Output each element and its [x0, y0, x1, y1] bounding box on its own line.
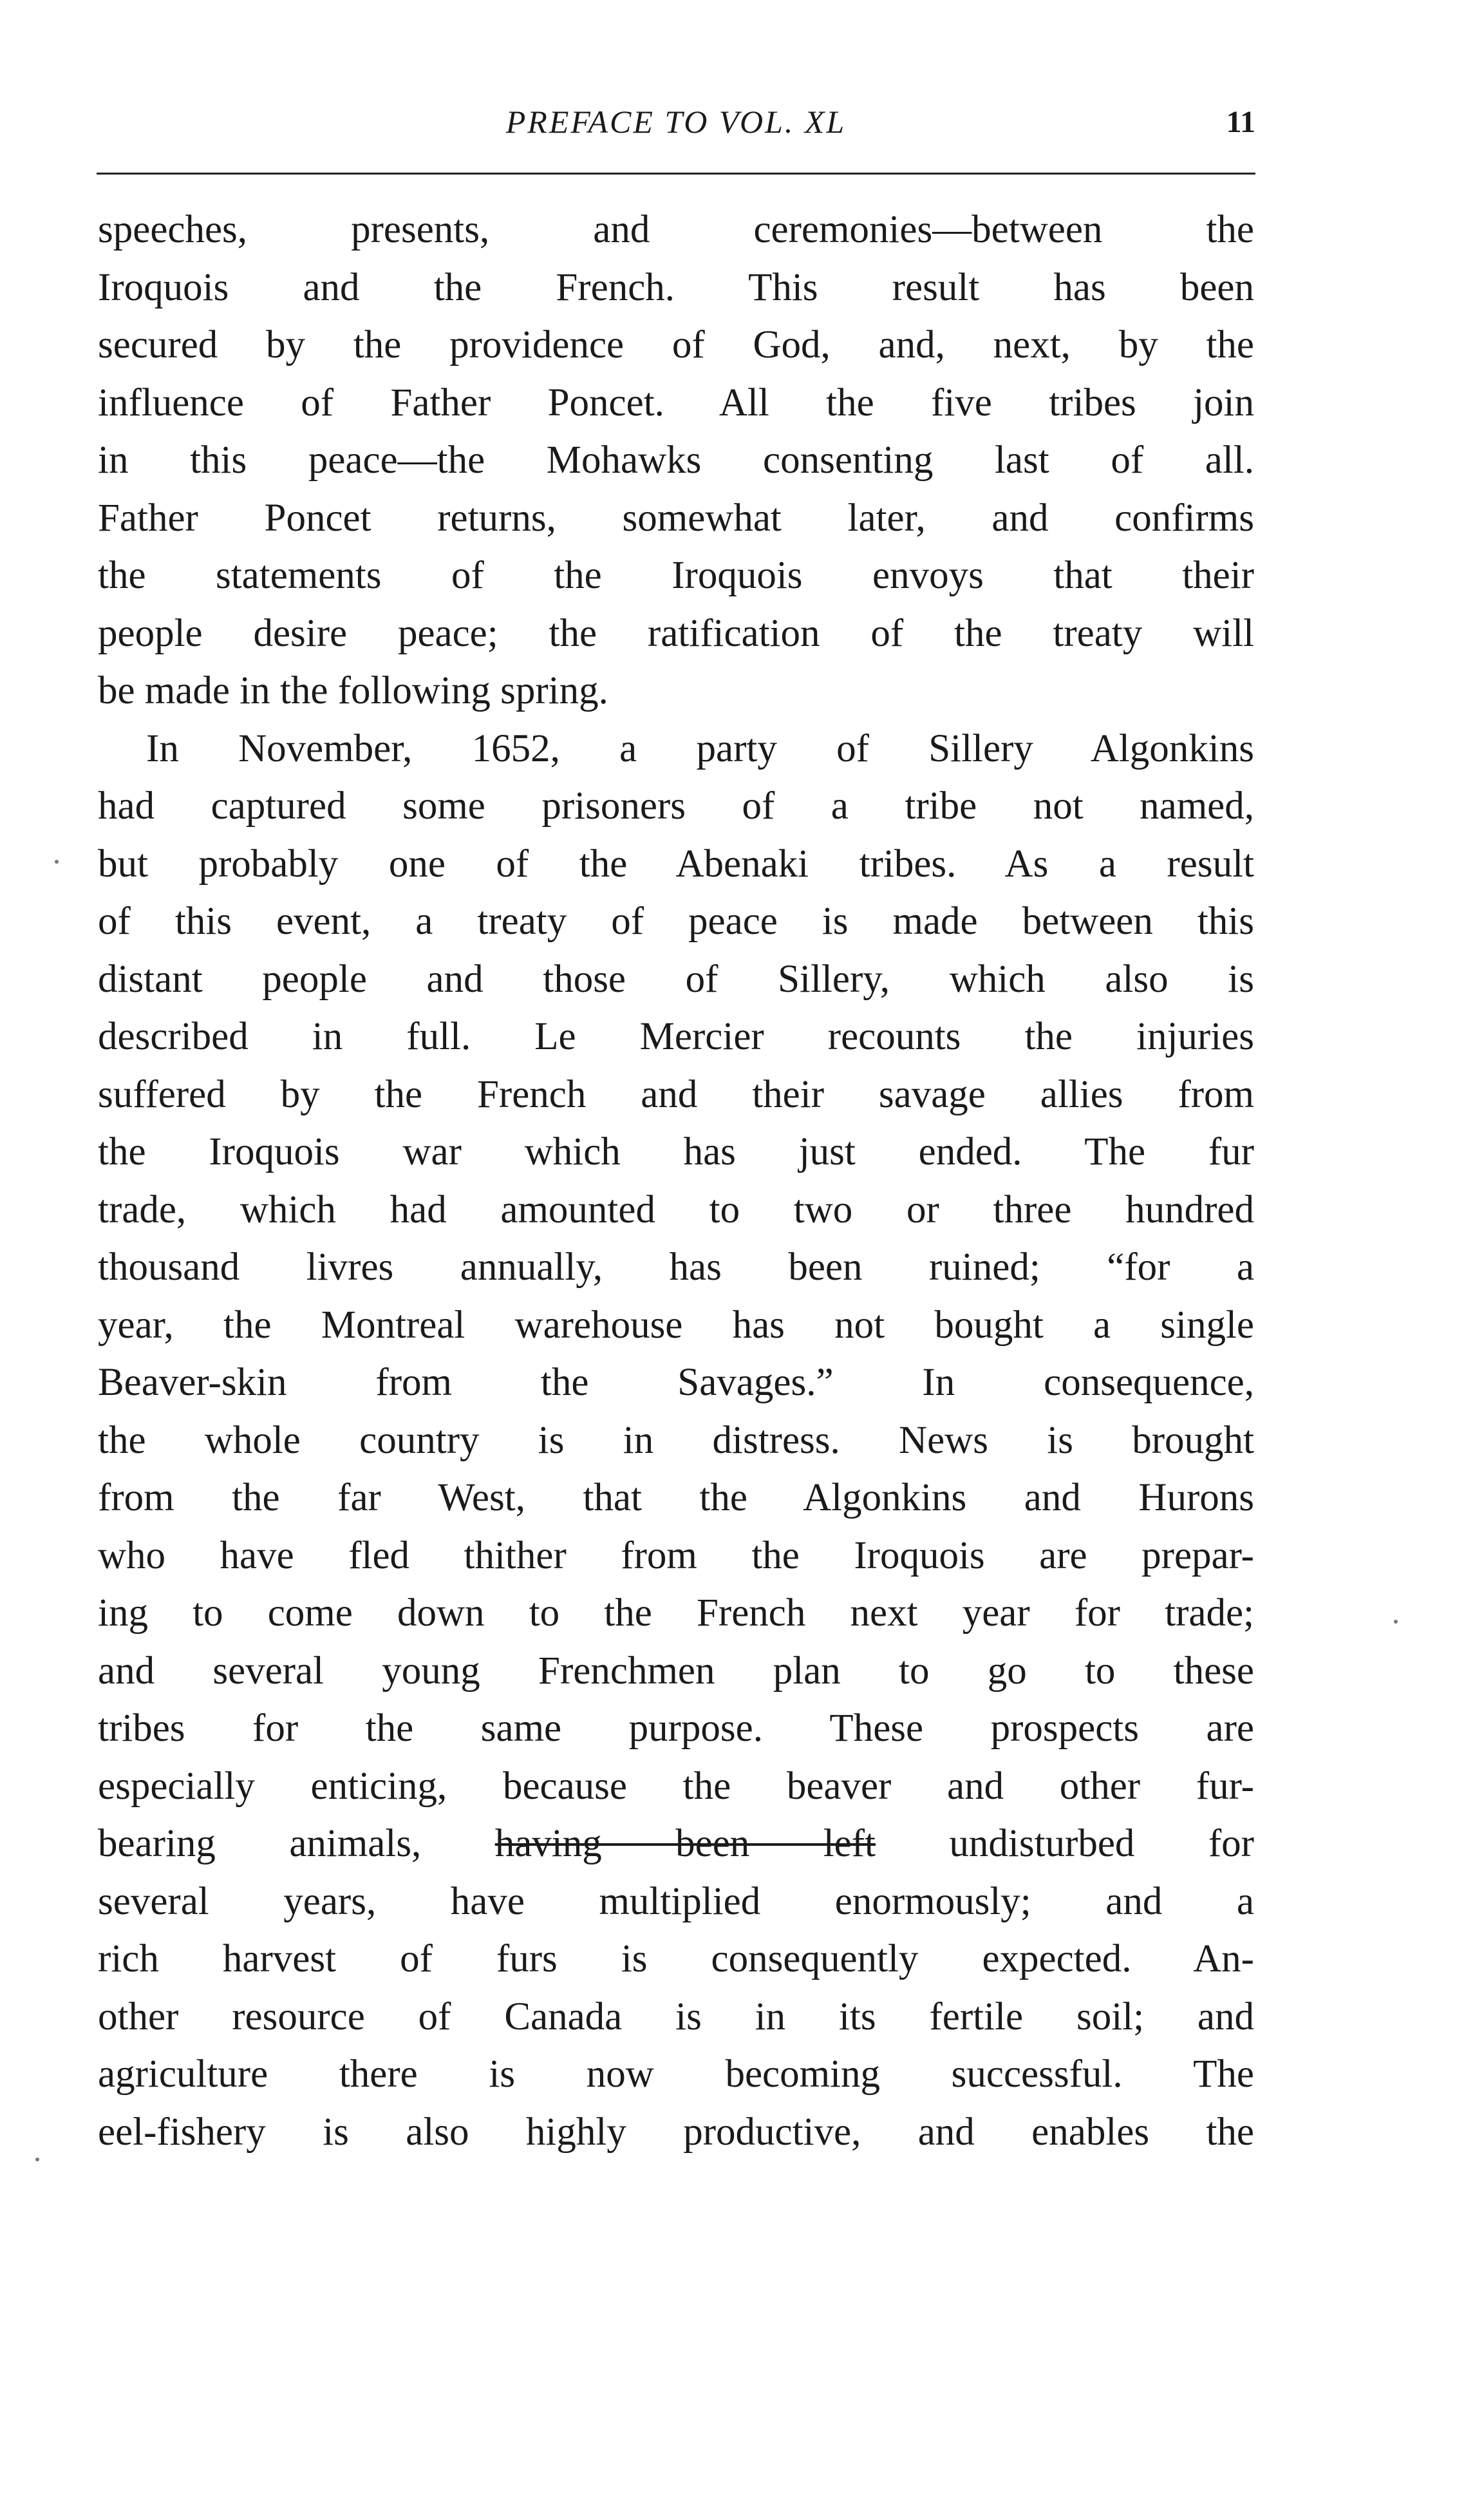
paper-speck [1394, 1620, 1398, 1624]
text-line: agriculture there is now becoming successful. The [98, 2053, 1254, 2096]
paper-speck [35, 2158, 39, 2161]
paragraph-last-line: be made in the following spring. [98, 669, 608, 712]
text-line: especially enticing, because the beaver and other fur- [98, 1764, 1254, 1808]
text-line: Beaver-skin from the Savages.” In consequence, [98, 1361, 1254, 1404]
text-line: rich harvest of furs is consequently expected. An- [98, 1937, 1254, 1980]
text-line: from the far West, that the Algonkins and Hurons [98, 1476, 1254, 1519]
text-line: in this peace—the Mohawks consenting last of all. [98, 439, 1254, 482]
text-line: tribes for the same purpose. These prospects are [98, 1707, 1254, 1750]
text-line: described in full. Le Mercier recounts the injuries [98, 1015, 1254, 1058]
text-line: distant people and those of Sillery, which also is [98, 957, 1254, 1001]
text-line: the Iroquois war which has just ended. The fur [98, 1130, 1254, 1173]
text-line: and several young Frenchmen plan to go to these [98, 1649, 1254, 1693]
text-line: other resource of Canada is in its fertile soil; and [98, 1995, 1254, 2038]
text-line: but probably one of the Abenaki tribes. As a result [98, 842, 1254, 886]
running-title: PREFACE TO VOL. XL [505, 104, 847, 140]
text-line: the statements of the Iroquois envoys that their [98, 554, 1254, 597]
text-line: who have fled thither from the Iroquois are prepar- [98, 1533, 1254, 1577]
text-line: thousand livres annually, has been ruined; “for a [98, 1246, 1254, 1289]
text-line: speeches, presents, and ceremonies—between the [98, 208, 1254, 251]
paper-speck [55, 860, 59, 864]
line-segment: bearing animals, [98, 1822, 495, 1865]
text-line: year, the Montreal warehouse has not bought a single [98, 1303, 1254, 1347]
running-head [97, 103, 1255, 161]
text-line: the whole country is in distress. News is brought [98, 1418, 1254, 1462]
body-text [98, 201, 1254, 2161]
text-line: ing to come down to the French next year for trade; [98, 1591, 1254, 1635]
text-line: trade, which had amounted to two or three hundred [98, 1188, 1254, 1231]
text-line: suffered by the French and their savage allies from [98, 1072, 1254, 1116]
page-number: 11 [1226, 105, 1255, 139]
text-line: had captured some prisoners of a tribe not named, [98, 784, 1254, 828]
text-line: Iroquois and the French. This result has been [98, 265, 1254, 309]
text-line: of this event, a treaty of peace is made between this [98, 900, 1254, 943]
text-line: people desire peace; the ratification of the treaty will [98, 611, 1254, 655]
text-line: influence of Father Poncet. All the five tribes join [98, 381, 1254, 424]
text-line: secured by the providence of God, and, next, by the [98, 323, 1254, 366]
text-line: eel-fishery is also highly productive, and enables the [98, 2110, 1254, 2154]
header-rule [97, 173, 1255, 175]
text-line: several years, have multiplied enormously; and a [98, 1879, 1254, 1923]
line-segment: undisturbed for [876, 1822, 1254, 1865]
struck-through-text: having been left [494, 1822, 876, 1865]
text-line-with-strikethrough [98, 1815, 1254, 1873]
text-line: Father Poncet returns, somewhat later, and confirms [98, 496, 1254, 540]
paragraph-first-line: In November, 1652, a party of Sillery Algonkins [146, 726, 1254, 770]
